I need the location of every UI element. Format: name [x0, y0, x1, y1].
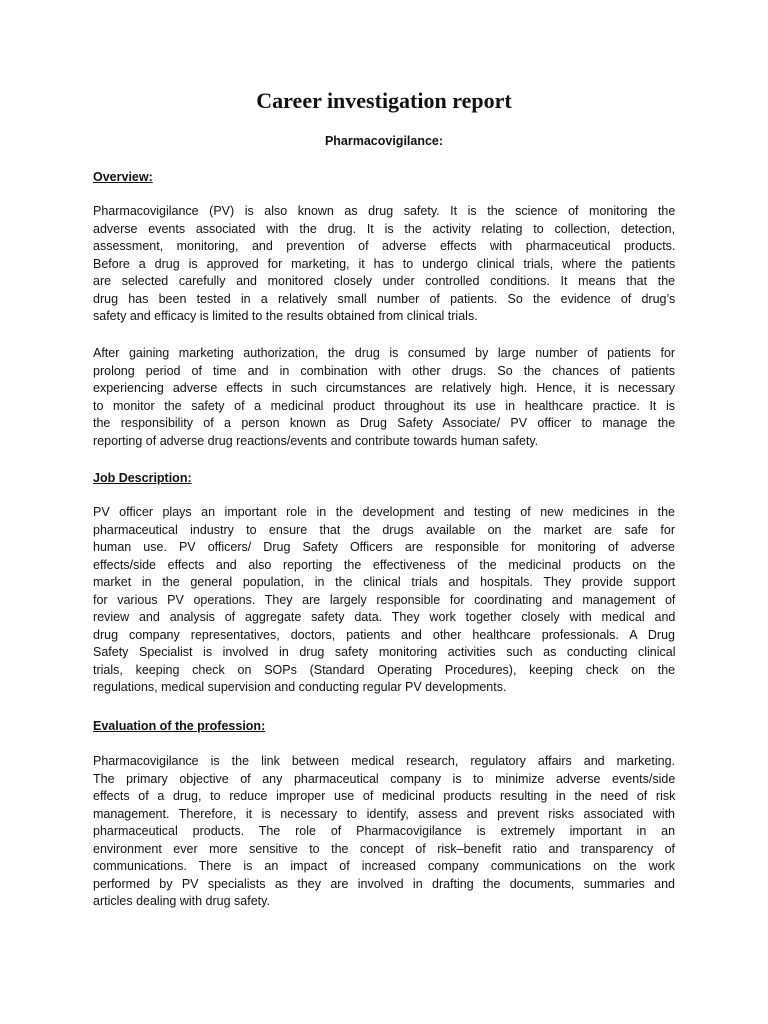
text-line: the responsibility of a person known as Drug Safety Associate/ PV officer to manage the — [93, 416, 676, 430]
text-line: for various PV operations. They are largely responsible for coordinating and management of — [93, 592, 676, 607]
text-line: performed by PV specialists as they are involved in drafting the documents, summaries and — [93, 876, 675, 891]
section-heading-overview: Overview: — [93, 170, 153, 184]
section-heading-job-description: Job Description: — [93, 471, 192, 485]
section-heading-evaluation: Evaluation of the profession: — [93, 719, 266, 733]
text-line: communications. There is an impact of increased company communications on the work — [93, 859, 675, 873]
text-line: trials, keeping check on SOPs (Standard Operating Procedures), keeping check on the — [93, 662, 676, 677]
text-line: prolong period of time and in combination with other drugs. So the chances of patients — [93, 363, 675, 378]
text-line: articles dealing with drug safety. — [93, 894, 270, 908]
text-line: PV officer plays an important role in the development and testing of new medicines in the — [93, 505, 675, 519]
paragraph-job-description — [93, 504, 675, 697]
text-line: assessment, monitoring, and prevention of adverse effects with pharmaceutical products. — [93, 239, 676, 253]
page-title: Career investigation report — [256, 88, 512, 113]
paragraph-overview-2 — [93, 345, 675, 450]
text-line: After gaining marketing authorization, the drug is consumed by large number of patients for — [93, 346, 676, 360]
text-line: pharmaceutical products. The role of Pharmacovigilance is extremely important in an — [93, 824, 676, 838]
page-subtitle: Pharmacovigilance: — [324, 134, 444, 148]
text-line: reporting of adverse drug reactions/events and contribute towards human safety. — [93, 433, 539, 448]
text-line: Safety Specialist is involved in drug safety monitoring activities such as conducting clinical — [93, 645, 676, 659]
text-line: Pharmacovigilance is the link between medical research, regulatory affairs and marketing. — [93, 754, 675, 768]
text-line: drug company representatives, doctors, patients and other healthcare professionals. A Drug — [93, 627, 675, 642]
text-line: safety and efficacy is limited to the results obtained from clinical trials. — [93, 309, 478, 323]
text-line: Before a drug is approved for marketing, it has to undergo clinical trials, where the patients — [93, 256, 676, 271]
text-line: environment ever more sensitive to the concept of risk–benefit ratio and transparency of — [93, 841, 675, 856]
text-line: experiencing adverse effects in such circumstances are relatively high. Hence, it is necessary — [93, 381, 675, 395]
text-line: pharmaceutical industry to ensure that the drugs available on the market are safe for — [93, 522, 675, 537]
text-line: drug has been tested in a relatively small number of patients. So the evidence of drug’s — [93, 291, 676, 306]
text-line: management. Therefore, it is necessary to identify, assess and prevent risks associated with — [93, 806, 675, 821]
text-line: effects of a drug, to reduce improper use of medicinal products resulting in the need of risk — [93, 789, 676, 803]
text-line: review and analysis of aggregate safety data. They work together closely with medical and — [93, 610, 676, 624]
text-line: market in the general population, in the clinical trials and hospitals. They provide support — [93, 575, 676, 589]
text-line: are selected carefully and monitored closely under controlled conditions. It means that the — [93, 274, 676, 288]
text-line: regulations, medical supervision and conducting regular PV developments. — [93, 680, 507, 694]
text-line: to monitor the safety of a medicinal product throughout its use in healthcare practice. It is — [93, 398, 675, 413]
text-line: Pharmacovigilance (PV) is also known as drug safety. It is the science of monitoring the — [93, 204, 676, 218]
text-line: adverse events associated with the drug. It is the activity relating to collection, detection, — [93, 221, 676, 236]
text-line: human use. PV officers/ Drug Safety Officers are responsible for monitoring of adverse — [93, 540, 675, 554]
paragraph-overview-1 — [93, 203, 675, 326]
text-line: effects/side effects and also reporting the effectiveness of the medicinal products on the — [93, 557, 676, 572]
paragraph-evaluation — [93, 753, 675, 911]
text-line: The primary objective of any pharmaceutical company is to minimize adverse events/side — [93, 771, 676, 786]
